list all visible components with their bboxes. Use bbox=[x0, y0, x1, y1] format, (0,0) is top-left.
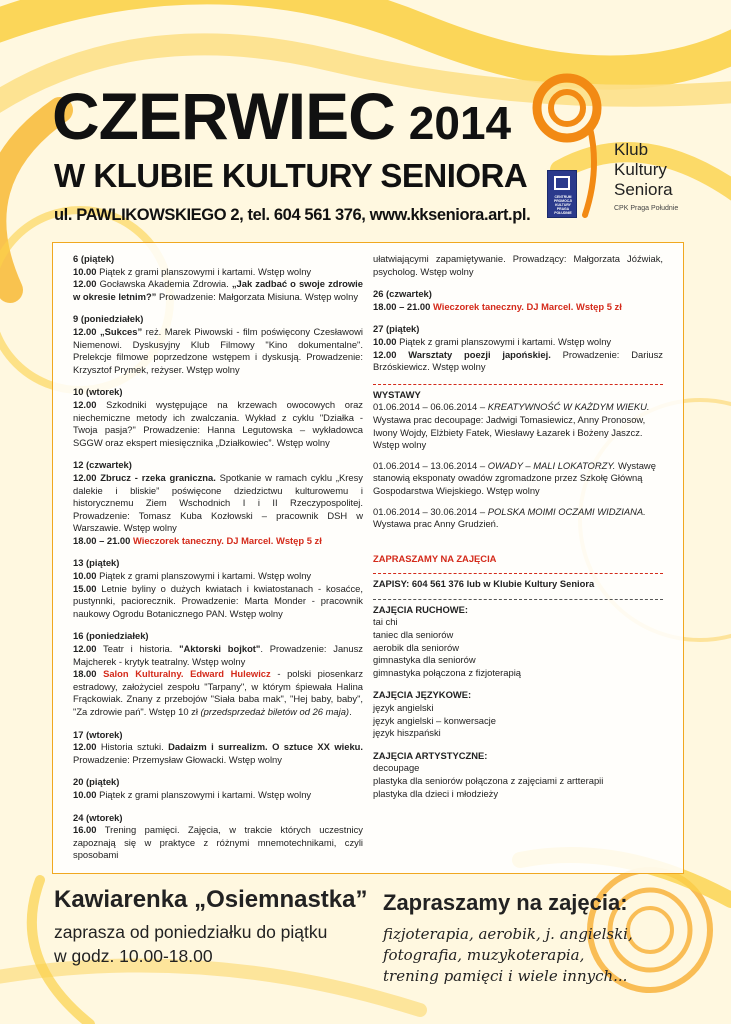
cpk-label: CPK Praga Południe bbox=[614, 205, 679, 212]
cafe-title: Kawiarenka „Osiemnastka” bbox=[54, 886, 368, 913]
program-column-right bbox=[373, 253, 663, 810]
event-day: 27 (piątek) 10.00 Piątek z grami planszowymi i kartami. Wstęp wolny 12.00 Warsztaty poezji japońskiej. Prowadzenie: Dariusz Brzóskiewicz. Wstęp wolny bbox=[373, 323, 663, 373]
address-line: ul. PAWLIKOWSKIEGO 2, tel. 604 561 376, www.kkseniora.art.pl. bbox=[54, 206, 531, 224]
program-panel bbox=[52, 242, 684, 874]
event-day: 9 (poniedziałek) 12.00 „Sukces” reż. Marek Piwowski - film poświęcony Czesławowi Niemenowi. Dyskusyjny Klub Filmowy "Kino dokumentalne". Prelekcje filmowe poprzedzone wstępem i dyskusją. Prowadzenie: Krzysztof Prymek, reżyser. Wstęp wolny bbox=[73, 313, 363, 375]
event-day: 16 (poniedziałek) 12.00 Teatr i historia. "Aktorski bojkot". Prowadzenie: Janusz Majcherek - krytyk teatralny. Wstęp wolny 18.00 Salon Kulturalny. Edward Hulewicz - polski piosenkarz estradowy, założyciel zespołu "Tarpany", w którym śpiewała Halina Frąckowiak. Znany z przebojów "Siała baba mak", "Hej baby, baby", "Za zdrowie pań". Wstęp 10 zł (przedsprzedaż biletów od 26 maja). bbox=[73, 630, 364, 717]
subtitle: W KLUBIE KULTURY SENIORA bbox=[54, 157, 528, 194]
month-title: CZERWIEC bbox=[52, 79, 395, 153]
club-logo-text: Klub Kultury Seniora bbox=[614, 140, 673, 199]
event-day: 26 (czwartek) 18.00 – 21.00 Wieczorek taneczny. DJ Marcel. Wstęp 5 zł bbox=[373, 288, 622, 312]
invite-title: Zapraszamy na zajęcia: bbox=[383, 890, 628, 915]
program-column-left bbox=[73, 253, 363, 872]
signup-line: ZAPISY: 604 561 376 lub w Klubie Kultury Seniora bbox=[373, 578, 595, 590]
event-day: 17 (wtorek) 12.00 Historia sztuki. Dadaizm i surrealizm. O sztuce XX wieku. Prowadzenie: Przemysław Głowacki. Wstęp wolny bbox=[73, 728, 363, 765]
page-title bbox=[52, 78, 511, 154]
classes-invite bbox=[383, 890, 633, 987]
event-day: 12 (czwartek) 12.00 Zbrucz - rzeka graniczna. Spotkanie w ramach cyklu „Kresy dalekie i bliskie” poświęcone dziedzictwu kulturowemu i historycznemu Ziem Wschodnich I i II Rzeczypospolitej. Prowadzenie: Tomasz Kuba Kozłowski – pracownik DSH w Warszawie. Wstęp wolny 18.00 – 21.00 Wieczorek taneczny. DJ Marcel. Wstęp 5 zł bbox=[73, 459, 363, 546]
divider bbox=[373, 384, 663, 385]
invite-text: fizjoterapia, aerobik, j. angielski, fotografia, muzykoterapia, trening pamięci i wiele innych... bbox=[383, 925, 633, 985]
exhibitions-section: WYSTAWY 01.06.2014 – 06.06.2014 – KREATYWNOŚĆ W KAŻDYM WIEKU. Wystawa prac decoupage: Jadwigi Tomasiewicz, Anny Pronosow, Iwony Wojdy, Elżbiety Fatek, Wiesławy Łazarek i Bożeny Jaszcz. Wstęp wolny 01.06.2014 – 13.06.2014 – OWADY – MALI LOKATORZY. Wystawę stanowią eksponaty owadów zgromadzone przez Szkołę Główną Gospodarstwa Wiejskiego. Wstęp wolny 01.06.2014 – 30.06.2014 – POLSKA MOIMI OCZAMI WIDZIANA. Wystawa prac Anny Grudzień. bbox=[373, 389, 663, 531]
movement-classes: ZAJĘCIA RUCHOWE: tai chi taniec dla seniorów aerobik dla seniorów gimnastyka dla seniorów gimnastyka połączona z fizjoterapią bbox=[373, 603, 521, 678]
event-day: 24 (wtorek) 16.00 Trening pamięci. Zajęcia, w trakcie których uczestnicy zapoznają się w praktyce z różnymi mnemotechnikami, czyli sposobami bbox=[73, 811, 363, 861]
cpk-logo-icon: CENTRUM PROMOCJI KULTURY PRAGA POŁUDNIE bbox=[547, 170, 577, 218]
event-day: 20 (piątek) 10.00 Piątek z grami planszowymi i kartami. Wstęp wolny bbox=[73, 776, 312, 800]
event-continuation: ułatwiającymi zapamiętywanie. Prowadzący: Małgorzata Jóźwiak, psycholog. Wstęp wolny bbox=[373, 253, 663, 277]
divider bbox=[373, 599, 663, 600]
language-classes: ZAJĘCIA JĘZYKOWE: język angielski język angielski – konwersacje język hiszpański bbox=[373, 689, 496, 739]
cafe-text: zaprasza od poniedziałku do piątku w godz. 10.00-18.00 bbox=[54, 922, 328, 966]
exhibitions-heading: WYSTAWY bbox=[373, 388, 421, 400]
cafe-info bbox=[54, 886, 368, 968]
year-title: 2014 bbox=[408, 97, 512, 149]
event-day: 10 (wtorek) 12.00 Szkodniki występujące na krzewach owocowych oraz niechemiczne metody ich zwalczania. Wykład z cyklu "Działka - Twoja pasja?" Prowadzenie: Hanna Legutowska – wykładowca SGGW oraz ekspert miesięcznika „Działkowiec”. Wstęp wolny bbox=[73, 386, 363, 448]
event-day: 13 (piątek) 10.00 Piątek z grami planszowymi i kartami. Wstęp wolny 15.00 Letnie byliny o dużych kwiatach i kwiatostanach - kosaćce, pustynnki, paciorecznik. Prowadzenie: Marta Monder - pracownik naukowy Ogrodu Botanicznego PAN. Wstęp wolny bbox=[73, 557, 363, 619]
art-classes: ZAJĘCIA ARTYSTYCZNE: decoupage plastyka dla seniorów połączona z zajęciami z artterapii plastyka dla dzieci i młodzieży bbox=[373, 749, 604, 799]
classes-heading: ZAPRASZAMY NA ZAJĘCIA bbox=[373, 552, 497, 564]
event-day: 6 (piątek) 10.00 Piątek z grami planszowymi i kartami. Wstęp wolny 12.00 Gocławska Akademia Zdrowia. „Jak zadbać o swoje zdrowie w okresie letnim?” Prowadzenie: Małgorzata Misiuna. Wstęp wolny bbox=[73, 253, 363, 302]
divider bbox=[373, 573, 663, 574]
